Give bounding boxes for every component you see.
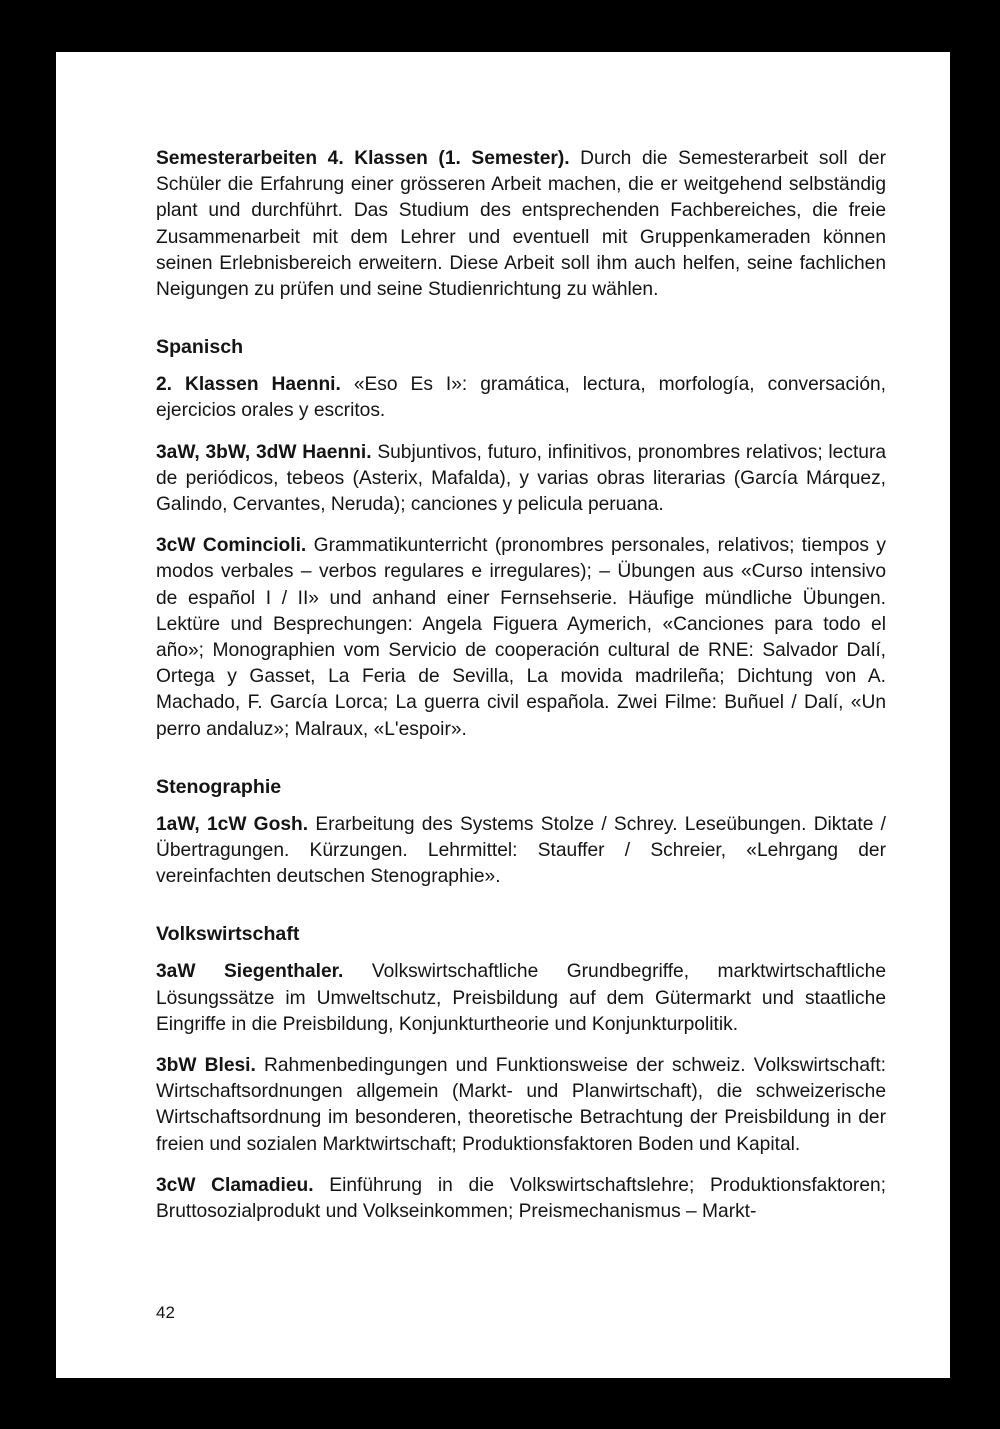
- entry-text: Volkswirtschaftliche Grundbegriffe, marktwirtschaftliche Lösungssätze im Umweltschutz, Preisbildung auf dem Gütermarkt und staatliche Eingriffe in die Preisbildung, Konjunkturtheorie und Konjunkturpolitik.: [156, 961, 886, 1035]
- intro-text: Durch die Semesterarbeit soll der Schüler die Erfahrung einer grösseren Arbeit machen, die er weitgehend selbständig plant und durchführt. Das Studium des entsprechenden Fachbereiches, die freie Zusammenarbeit mit dem Lehrer und eventuell mit Gruppenkameraden können seinen Erlebnisbereich erweitern. Diese Arbeit soll ihm auch helfen, seine fachlichen Neigungen zu prüfen und seine Studienrichtung zu wählen.: [156, 148, 886, 301]
- entry-spanisch-3aw-3bw-3dw: [156, 440, 886, 519]
- section-heading-stenographie: Stenographie: [156, 775, 282, 798]
- entry-spanisch-2-klassen: [156, 372, 886, 424]
- document-page: [56, 52, 950, 1378]
- entry-lead: 3aW Siegenthaler.: [156, 961, 344, 983]
- entry-volkswirtschaft-3cw: [156, 1173, 886, 1225]
- entry-lead: 3aW, 3bW, 3dW Haenni.: [156, 441, 372, 463]
- entry-text: Rahmenbedingungen und Funktionsweise der schweiz. Volkswirtschaft: Wirtschaftsordnungen allgemein (Markt- und Planwirtschaft), die schweizerische Wirtschaftsordnung im besonderen, theoretische Betrachtung der Preisbildung in der freien und sozialen Marktwirtschaft; Produktionsfaktoren Boden und Kapital.: [156, 1055, 886, 1155]
- entry-lead: 1aW, 1cW Gosh.: [156, 813, 309, 835]
- page-content: [156, 146, 886, 1225]
- entry-spanisch-3cw: [156, 533, 886, 743]
- entry-text: Einführung in die Volkswirtschaftslehre; Produktionsfaktoren; Bruttosozialprodukt und Volkseinkommen; Preismechanismus – Markt-: [156, 1174, 886, 1223]
- entry-text: Erarbeitung des Systems Stolze / Schrey. Leseübungen. Diktate / Übertragungen. Kürzungen. Lehrmittel: Stauffer / Schreier, «Lehrgang der vereinfachten deutschen Stenographie».: [156, 813, 886, 888]
- entry-stenographie-1aw-1cw: [156, 812, 886, 891]
- entry-volkswirtschaft-3bw: [156, 1053, 886, 1158]
- section-heading-volkswirtschaft: Volkswirtschaft: [156, 923, 300, 946]
- page-number: 42: [156, 1303, 175, 1322]
- section-heading-spanisch: Spanisch: [156, 336, 244, 359]
- entry-lead: 3cW Comincioli.: [156, 535, 307, 557]
- entry-volkswirtschaft-3aw: [156, 959, 886, 1038]
- intro-paragraph: [156, 146, 886, 303]
- entry-text: «Eso Es I»: gramática, lectura, morfología, conversación, ejercicios orales y escritos.: [156, 374, 886, 422]
- entry-lead: 3cW Clamadieu.: [156, 1174, 314, 1196]
- entry-lead: 3bW Blesi.: [156, 1055, 256, 1077]
- entry-text: Grammatikunterricht (pronombres personales, relativos; tiempos y modos verbales – verbos regulares e irregulares); – Übungen aus «Curso intensivo de español I / II» und anhand einer Fernsehserie. Häufige mündliche Übungen. Lektüre und Besprechungen: Angela Figuera Aymerich, «Canciones para todo el año»; Monographien vom Servicio de cooperación cultural de RNE: Salvador Dalí, Ortega y Gasset, La Feria de Sevilla, La movida madrileña; Dichtung von A. Machado, F. García Lorca; La guerra civil española. Zwei Filme: Buñuel / Dalí, «Un perro andaluz»; Malraux, «L'espoir».: [156, 535, 886, 740]
- entry-text: Subjuntivos, futuro, infinitivos, pronombres relativos; lectura de periódicos, tebeos (Asterix, Mafalda), y varias obras literarias (García Márquez, Galindo, Cervantes, Neruda); canciones y pelicula peruana.: [156, 441, 887, 516]
- intro-lead: Semesterarbeiten 4. Klassen (1. Semester).: [156, 148, 570, 169]
- entry-lead: 2. Klassen Haenni.: [156, 374, 341, 396]
